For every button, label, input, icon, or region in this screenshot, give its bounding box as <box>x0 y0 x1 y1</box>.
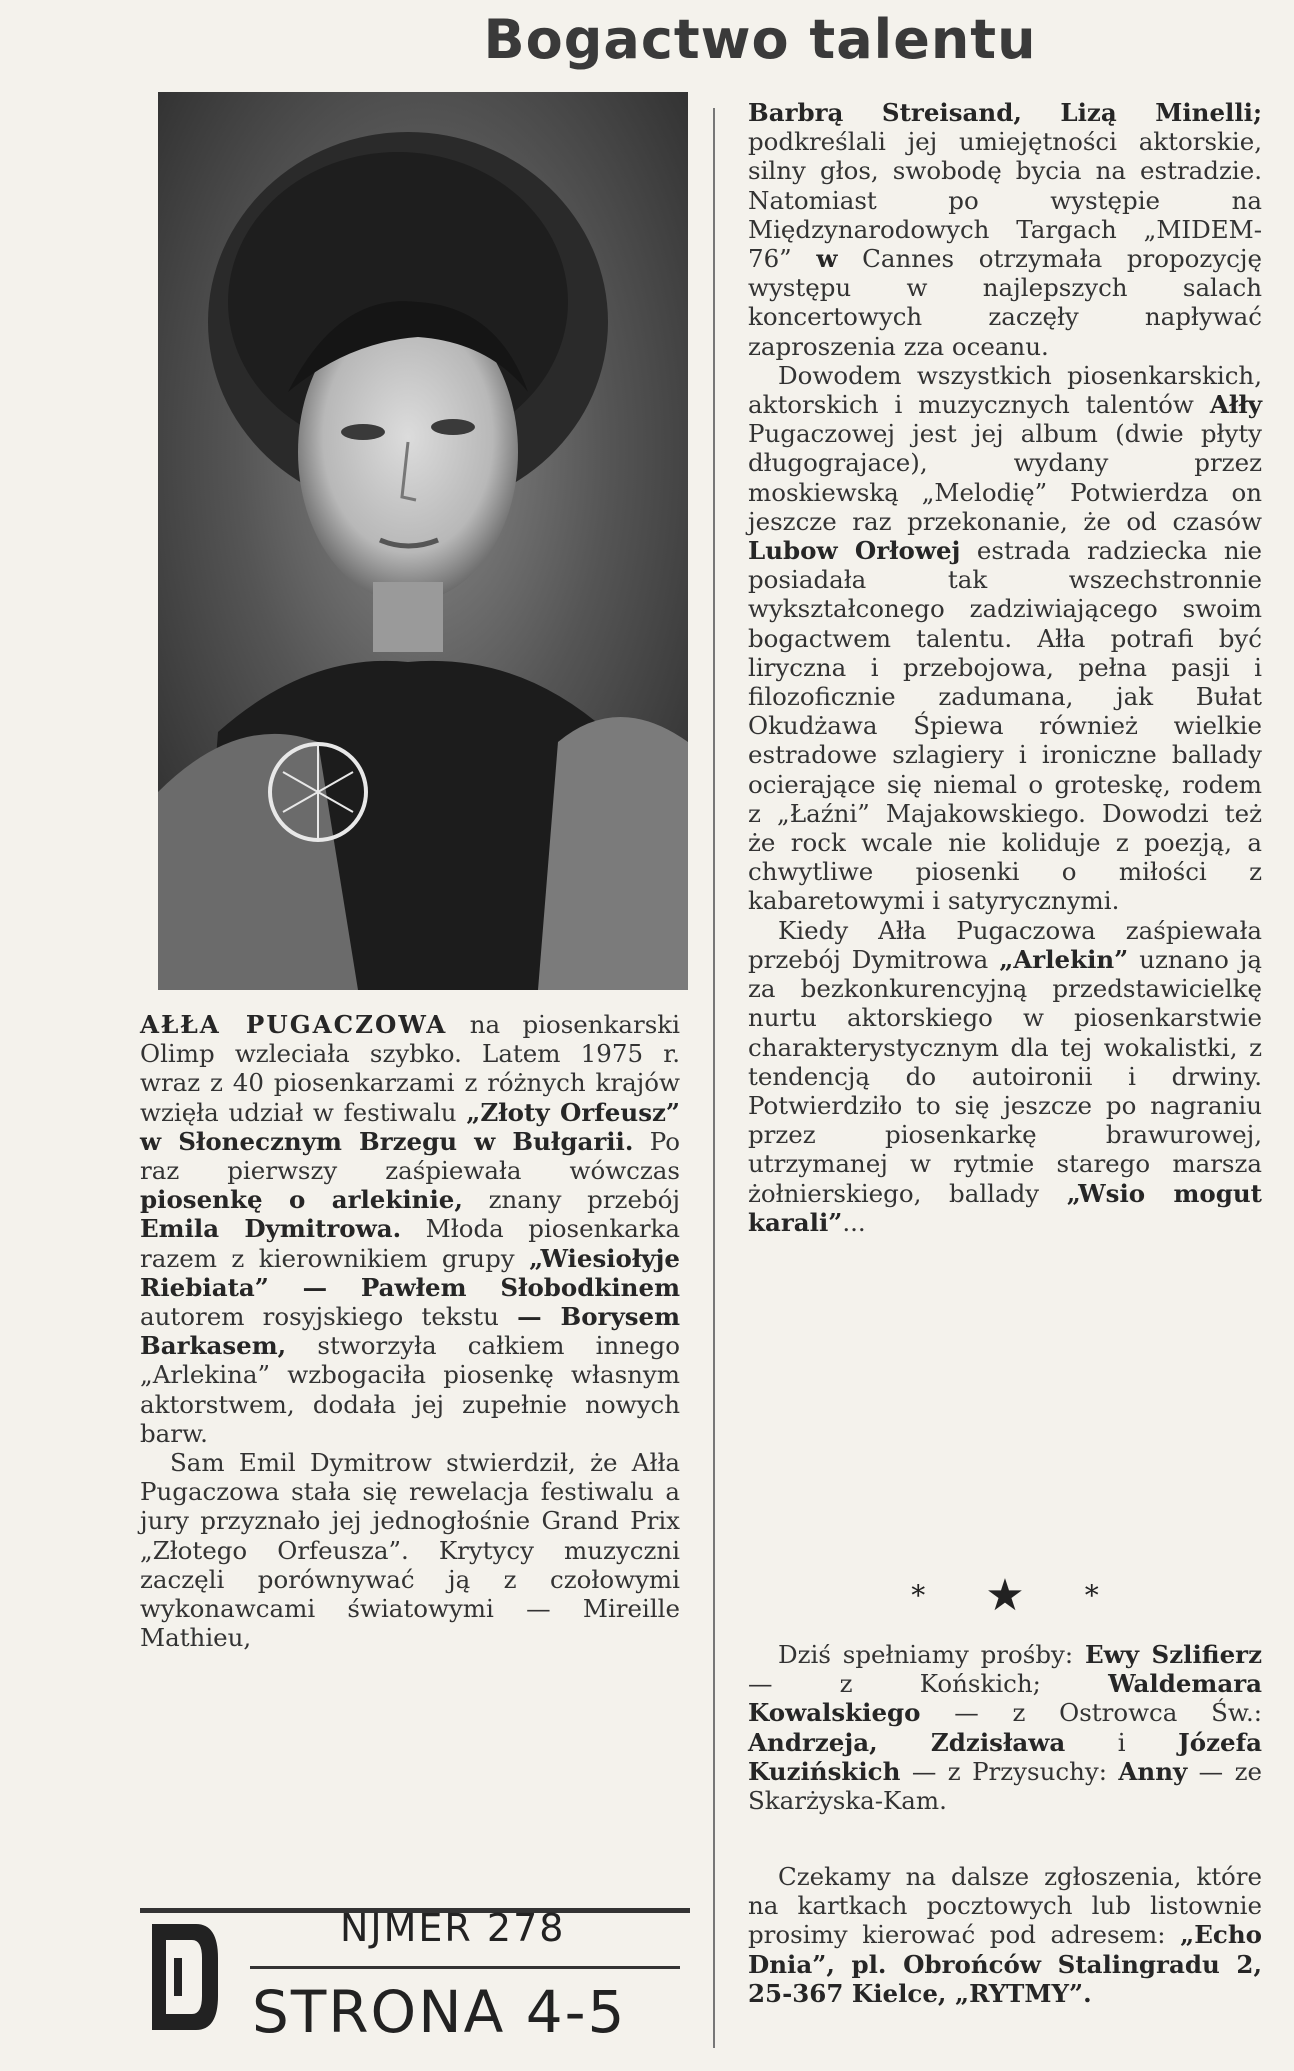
article-text: „Arlekin” <box>999 944 1129 974</box>
notice-paragraph <box>748 1640 1262 1815</box>
article-text: na piosenkarski Olimp wzleciała szybko. Latem 1975 r. wraz z 40 piosenkarzami z różnych krajów wzięła udział w festiwalu <box>140 1010 680 1127</box>
article-text: „Złoty Orfeusz” w Słonecznym Brzegu w Bułgarii. <box>140 1097 680 1156</box>
article-text: Cannes otrzymała propozycję występu w najlepszych salach koncertowych zaczęły napływać zaproszenia zza oceanu. <box>748 244 1262 361</box>
requests-notice <box>748 1640 1262 1815</box>
footer-divider <box>250 1966 680 1969</box>
notice-text: — ze Skarżyska-Kam. <box>748 1756 1263 1816</box>
article-text: znany przebój <box>462 1185 680 1215</box>
article-text: Kiedy Ałła Pugaczowa zaśpiewała przebój Dymitrowa <box>748 915 1262 974</box>
article-text: uznano ją za bezkonkurencyjną przedstawicielkę nurtu aktorskiego w piosenkarstwie charakterystycznym dla tej wokalistki, z tendencją do autoironii i drwiny. Potwierdziło to się jeszcze po nagraniu przez piosenkarkę brawurowej, utrzymanej w rytmie starego marsza żołnierskiego, ballady <box>748 944 1262 1208</box>
article-text: Młoda piosenkarka razem z kierownikiem grupy <box>140 1214 681 1273</box>
headline: Bogactwo talentu <box>483 8 1037 71</box>
newspaper-logo-icon <box>146 1918 224 2036</box>
notice-text: — z Końskich; <box>748 1669 1109 1699</box>
article-text: — Borysem Barkasem, <box>140 1302 680 1361</box>
portrait-photo <box>158 92 688 990</box>
article-text: Po raz pierwszy zaśpiewała wówczas <box>140 1126 681 1186</box>
article-text: piosenkę o arlekinie, <box>140 1185 463 1215</box>
article-text: Dowodem wszystkich piosenkarskich, aktorskich i muzycznych talentów <box>748 360 1262 420</box>
notice-text: — z Przysuchy: <box>900 1756 1119 1786</box>
article-text: Emila Dymitrowa. <box>140 1214 402 1244</box>
article-text: „Wsio mogut karali” <box>748 1178 1262 1237</box>
right-column <box>748 98 1262 1237</box>
article-paragraph <box>748 361 1262 916</box>
article-text: ... <box>842 1207 866 1237</box>
article-paragraph <box>748 916 1262 1237</box>
article-paragraph: Sam Emil Dymitrow stwierdził, że Ałła Pugaczowa stała się rewelacja festiwalu a jury przyznało jej jednogłośnie Grand Prix „Złotego Orfeusza”. Krytycy muzyczni zaczęli porównywać ją z czołowymi wykonawcami światowymi — Mireille Mathieu, <box>140 1448 680 1653</box>
article-text: Ałły <box>1209 390 1262 420</box>
left-column <box>140 1010 680 1652</box>
asterisk-icon: * <box>911 1578 926 1612</box>
article-text: Pugaczowej jest jej album (dwie płyty długograjace), wydany przez moskiewską „Melodię” Potwierdza on jeszcze raz przekonanie, że od czasów <box>748 419 1262 536</box>
column-divider <box>713 108 715 2048</box>
article-text: AŁŁA PUGACZOWA <box>140 1010 448 1039</box>
issue-number: NJMER 278 <box>340 1906 566 1950</box>
notice-text: i <box>1065 1727 1179 1757</box>
article-text: „Wiesiołyje Riebiata” — Pawłem Słobodkinem <box>140 1243 680 1302</box>
article-text: stworzyła całkiem innego „Arlekina” wzbogaciła piosenkę własnym aktorstwem, dodała jej zupełnie nowych barw. <box>140 1331 680 1448</box>
notice-text: Dziś spełniamy prośby: <box>778 1640 1085 1669</box>
asterisk-icon: * <box>1084 1578 1099 1612</box>
article-paragraph <box>140 1010 680 1448</box>
notice-text: Andrzeja, Zdzisława <box>748 1727 1066 1757</box>
section-separator <box>748 1570 1262 1620</box>
star-icon: ★ <box>985 1569 1025 1621</box>
article-text: Lubow Orłowej <box>748 536 961 566</box>
notice-text: Anny <box>1118 1756 1188 1786</box>
notice-text: Waldemara Kowalskiego <box>748 1669 1262 1728</box>
notice-paragraph <box>748 1862 1262 2008</box>
notice-text: Ewy Szlifierz <box>1084 1640 1262 1669</box>
article-paragraph <box>748 98 1262 361</box>
notice-text: — z Ostrowca Św.: <box>920 1698 1262 1728</box>
notice-text: Józefa Kuzińskich <box>748 1727 1262 1786</box>
notice-text: Czekamy na dalsze zgłoszenia, które na kartkach pocztowych lub listownie prosimy kierować pod adresem: <box>748 1862 1262 1950</box>
article-text: w <box>816 244 838 274</box>
address-text: „Echo Dnia”, pl. Obrońców Stalingradu 2, 25-367 Kielce, „RYTMY”. <box>748 1920 1262 2008</box>
article-text: estrada radziecka nie posiadała tak wszechstronnie wykształconego zadziwiającego swoim bogactwem talentu. Ałła potrafi być liryczna i przebojowa, pełna pasji i filozoficznie zadumana, jak Bułat Okudżawa Śpiewa również wielkie estradowe szlagiery i ironiczne ballady ocierające się niemal o groteskę, rodem z „Łaźni” Majakowskiego. Dowodzi też że rock wcale nie koliduje z poezją, a chwytliwe piosenki o miłości z kabaretowymi i satyrycznymi. <box>748 536 1262 916</box>
page-number: STRONA 4-5 <box>252 1978 627 2046</box>
article-text: Barbrą Streisand, Lizą Minelli; <box>748 98 1262 127</box>
article-text: podkreślali jej umiejętności aktorskie, silny głos, swobodę bycia na estradzie. Natomiast po występie na Międzynarodowych Targach „MIDEM-76” <box>748 127 1262 274</box>
article-text: autorem rosyjskiego tekstu <box>140 1302 518 1332</box>
address-notice <box>748 1862 1262 2008</box>
